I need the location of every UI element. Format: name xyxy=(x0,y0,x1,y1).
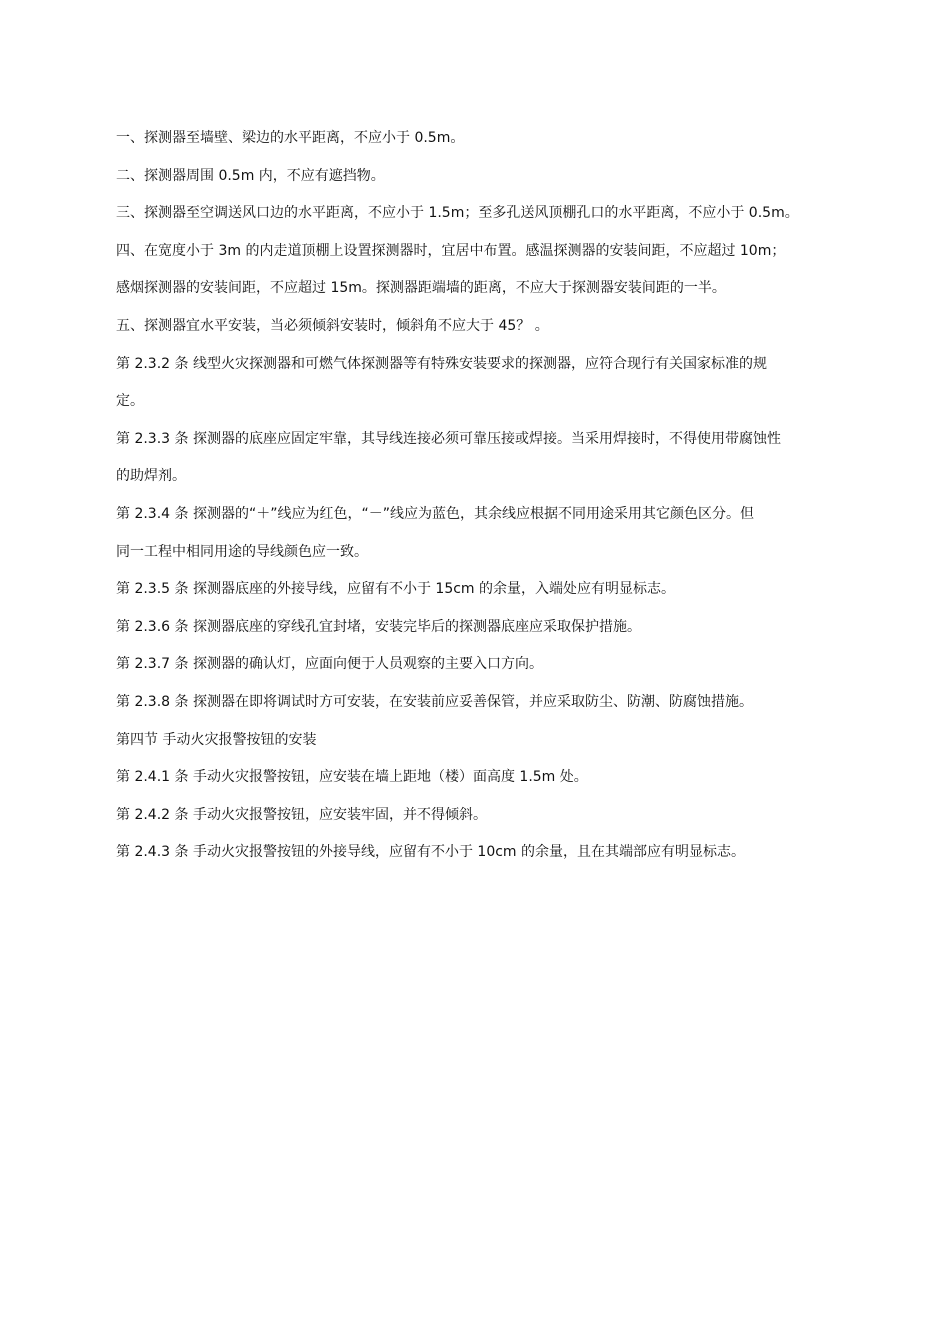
text-line: 第 2.3.7 条 探测器的确认灯，应面向便于人员观察的主要入口方向。 xyxy=(116,656,543,673)
paragraph xyxy=(116,120,866,158)
paragraph xyxy=(116,834,866,872)
text-line: 感烟探测器的安装间距，不应超过 15m。探测器距端墙的距离，不应大于探测器安装间距的一半。 xyxy=(116,280,726,297)
paragraph xyxy=(116,496,866,571)
text-line: 五、探测器宜水平安装，当必须倾斜安装时，倾斜角不应大于 45？ 。 xyxy=(116,317,549,334)
paragraph xyxy=(116,722,866,760)
text-line: 第 2.4.2 条 手动火灾报警按钮，应安装牢固，并不得倾斜。 xyxy=(116,806,487,823)
paragraph xyxy=(116,571,866,609)
text-line: 的助焊剂。 xyxy=(116,468,186,485)
text-line: 一、探测器至墙壁、梁边的水平距离，不应小于 0.5m。 xyxy=(116,130,465,146)
text-line: 三、探测器至空调送风口边的水平距离，不应小于 1.5m；至多孔送风顶棚孔口的水平距离，不应小于 0.5m。 xyxy=(116,205,799,222)
text-line: 定。 xyxy=(116,393,144,410)
text-line: 第 2.3.8 条 探测器在即将调试时方可安装，在安装前应妥善保管，并应采取防尘、防潮、防腐蚀措施。 xyxy=(116,693,753,710)
paragraph xyxy=(116,684,866,722)
text-line: 第 2.4.3 条 手动火灾报警按钮的外接导线，应留有不小于 10cm 的余量，且在其端部应有明显标志。 xyxy=(116,844,746,861)
text-line: 第四节 手动火灾报警按钮的安装 xyxy=(116,731,317,748)
paragraph xyxy=(116,797,866,835)
text-line: 二、探测器周围 0.5m 内，不应有遮挡物。 xyxy=(116,167,385,184)
text-line: 第 2.4.1 条 手动火灾报警按钮，应安装在墙上距地（楼）面高度 1.5m 处。 xyxy=(116,769,588,786)
text-line: 同一工程中相同用途的导线颜色应一致。 xyxy=(116,543,368,560)
paragraph xyxy=(116,421,866,496)
text-line: 四、在宽度小于 3m 的内走道顶棚上设置探测器时，宜居中布置。感温探测器的安装间距，不应超过 10m； xyxy=(116,242,786,259)
paragraph xyxy=(116,158,866,196)
paragraph xyxy=(116,609,866,647)
text-line: 第 2.3.3 条 探测器的底座应固定牢靠，其导线连接必须可靠压接或焊接。当采用焊接时，不得使用带腐蚀性 xyxy=(116,430,781,447)
paragraph xyxy=(116,308,866,346)
paragraph xyxy=(116,759,866,797)
text-line: 第 2.3.4 条 探测器的“＋”线应为红色，“－”线应为蓝色，其余线应根据不同用途采用其它颜色区分。但 xyxy=(116,505,754,522)
paragraph xyxy=(116,346,866,421)
text-line: 第 2.3.5 条 探测器底座的外接导线，应留有不小于 15cm 的余量，入端处应有明显标志。 xyxy=(116,581,676,598)
text-line: 第 2.3.2 条 线型火灾探测器和可燃气体探测器等有特殊安装要求的探测器，应符合现行有关国家标准的规 xyxy=(116,355,767,372)
text-line: 第 2.3.6 条 探测器底座的穿线孔宜封堵，安装完毕后的探测器底座应采取保护措施。 xyxy=(116,618,641,635)
paragraph xyxy=(116,195,866,233)
paragraph xyxy=(116,646,866,684)
paragraph xyxy=(116,233,866,308)
document-body xyxy=(116,120,866,872)
